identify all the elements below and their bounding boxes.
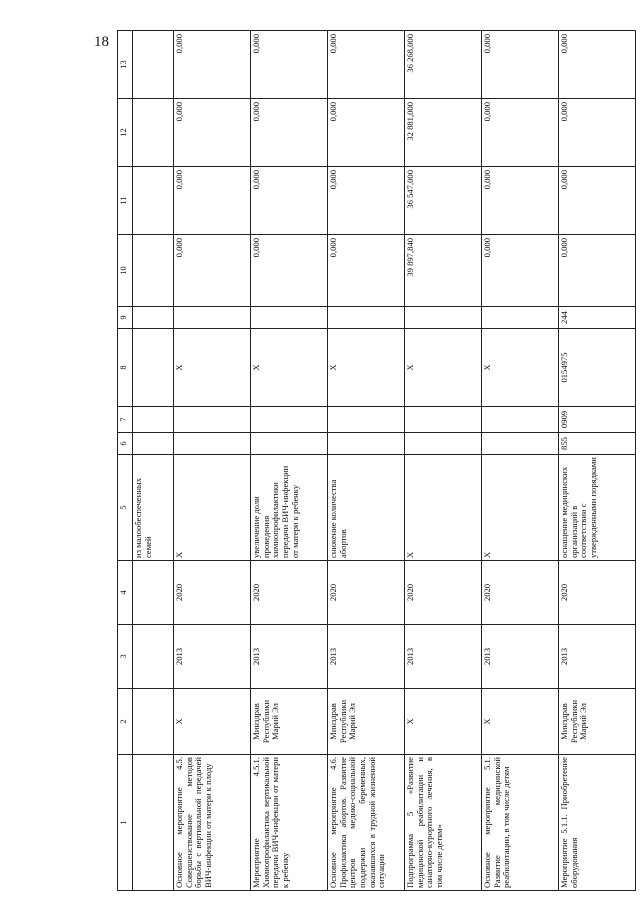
col10-cell: 0,000: [482, 235, 559, 307]
col12-cell: 32 881,000: [405, 99, 482, 167]
rotated-table-wrapper: [117, 31, 598, 891]
col-header: 12: [118, 99, 133, 167]
col7-cell: 0909: [559, 407, 636, 433]
header-row: [118, 31, 133, 891]
col1-cell: Мероприятие 4.5.1. Химиопрофилактика вертикальной передачи ВИЧ-инфекции от матери к ребенку: [251, 755, 328, 891]
col2-cell: X: [482, 689, 559, 755]
col4-cell: 2020: [174, 561, 251, 625]
col4-cell: 2020: [405, 561, 482, 625]
col12-cell: 0,000: [251, 99, 328, 167]
table-cell: [133, 31, 174, 99]
col11-cell: 0,000: [559, 167, 636, 235]
col10-cell: 0,000: [174, 235, 251, 307]
col4-cell: 2020: [482, 561, 559, 625]
col4-cell: 2020: [559, 561, 636, 625]
col3-cell: 2013: [482, 625, 559, 689]
col11-cell: 36 547,000: [405, 167, 482, 235]
col7-cell: [405, 407, 482, 433]
col1-cell: Основное мероприятие 5.1. Развитие медицинской реабилитации, в том числе детям: [482, 755, 559, 891]
continuation-row: [133, 31, 174, 891]
col2-cell: Минздрав Республики Марий Эл: [251, 689, 328, 755]
col7-cell: [328, 407, 405, 433]
col11-cell: 0,000: [174, 167, 251, 235]
col-header: 1: [118, 755, 133, 891]
col12-cell: 0,000: [328, 99, 405, 167]
col5-cell: X: [482, 455, 559, 561]
col-header: 11: [118, 167, 133, 235]
col12-cell: 0,000: [559, 99, 636, 167]
col10-cell: 0,000: [328, 235, 405, 307]
page-number: 18: [94, 34, 109, 50]
col-header: 7: [118, 407, 133, 433]
table-cell: [133, 689, 174, 755]
col12-cell: 0,000: [482, 99, 559, 167]
col1-cell: Подпрограмма 5 «Развитие медицинской реабилитации и санаторно-курортного лечения, в том числе детям»: [405, 755, 482, 891]
col6-cell: [482, 433, 559, 455]
table-row: [405, 31, 482, 891]
table-row: [251, 31, 328, 891]
col13-cell: 0,000: [174, 31, 251, 99]
col5-cell: увеличение доли проведения химиопрофилактики передачи ВИЧ-инфекции от матери к ребенку: [251, 455, 328, 561]
col-header: 13: [118, 31, 133, 99]
col3-cell: 2013: [328, 625, 405, 689]
col7-cell: [251, 407, 328, 433]
table-cell: [133, 433, 174, 455]
col-header: 9: [118, 307, 133, 329]
table-cell: [133, 625, 174, 689]
col5-cell: X: [405, 455, 482, 561]
col-header: 4: [118, 561, 133, 625]
col5-cell: X: [174, 455, 251, 561]
col-header: 8: [118, 329, 133, 407]
col1-cell: Мероприятие 5.1.1. Приобретение оборудования: [559, 755, 636, 891]
col8-cell: X: [482, 329, 559, 407]
col-header: 3: [118, 625, 133, 689]
col2-cell: X: [405, 689, 482, 755]
col3-cell: 2013: [405, 625, 482, 689]
col6-cell: 855: [559, 433, 636, 455]
table-cell: [133, 167, 174, 235]
col13-cell: 0,000: [482, 31, 559, 99]
program-table: [117, 30, 636, 891]
col8-cell: X: [251, 329, 328, 407]
col3-cell: 2013: [251, 625, 328, 689]
col6-cell: [174, 433, 251, 455]
col13-cell: 0,000: [328, 31, 405, 99]
col4-cell: 2020: [328, 561, 405, 625]
col2-cell: Минздрав Республики Марий Эл: [328, 689, 405, 755]
table-cell: [133, 407, 174, 433]
col13-cell: 36 268,000: [405, 31, 482, 99]
table-cell: [133, 235, 174, 307]
col13-cell: 0,000: [559, 31, 636, 99]
col3-cell: 2013: [174, 625, 251, 689]
col1-cell: Основное мероприятие 4.5. Совершенствование методов борьбы с вертикальной передачей ВИЧ-инфекции от матери к плоду: [174, 755, 251, 891]
col4-cell: 2020: [251, 561, 328, 625]
col9-cell: [405, 307, 482, 329]
col2-cell: Минздрав Республики Марий Эл: [559, 689, 636, 755]
col11-cell: 0,000: [251, 167, 328, 235]
col8-cell: X: [174, 329, 251, 407]
table-row: [482, 31, 559, 891]
col12-cell: 0,000: [174, 99, 251, 167]
col9-cell: 244: [559, 307, 636, 329]
col6-cell: [405, 433, 482, 455]
col3-cell: 2013: [559, 625, 636, 689]
table-cell: [133, 329, 174, 407]
col9-cell: [328, 307, 405, 329]
col8-cell: X: [328, 329, 405, 407]
col-header: 10: [118, 235, 133, 307]
col5-cell: снижение количества абортов: [328, 455, 405, 561]
table-row: [559, 31, 636, 891]
table-row: [174, 31, 251, 891]
col9-cell: [174, 307, 251, 329]
col10-cell: 0,000: [251, 235, 328, 307]
col-header: 2: [118, 689, 133, 755]
col10-cell: 0,000: [559, 235, 636, 307]
col6-cell: [251, 433, 328, 455]
col1-cell: Основное мероприятие 4.6. Профилактика абортов. Развитие центров медико-социальной поддержки беременных, оказавшихся в трудной жизненной ситуации: [328, 755, 405, 891]
col9-cell: [251, 307, 328, 329]
col8-cell: 0154975: [559, 329, 636, 407]
col11-cell: 0,000: [328, 167, 405, 235]
continuation-note: из малообеспеченных семей: [133, 455, 174, 561]
table-cell: [133, 561, 174, 625]
col7-cell: [174, 407, 251, 433]
col8-cell: X: [405, 329, 482, 407]
col-header: 5: [118, 455, 133, 561]
table-row: [328, 31, 405, 891]
table-cell: [133, 755, 174, 891]
col9-cell: [482, 307, 559, 329]
col5-cell: оснащение медицинских организаций в соответствии с утвержденными порядками: [559, 455, 636, 561]
col2-cell: X: [174, 689, 251, 755]
col13-cell: 0,000: [251, 31, 328, 99]
table-cell: [133, 99, 174, 167]
col11-cell: 0,000: [482, 167, 559, 235]
col-header: 6: [118, 433, 133, 455]
table-cell: [133, 307, 174, 329]
col7-cell: [482, 407, 559, 433]
col10-cell: 39 897,840: [405, 235, 482, 307]
col6-cell: [328, 433, 405, 455]
